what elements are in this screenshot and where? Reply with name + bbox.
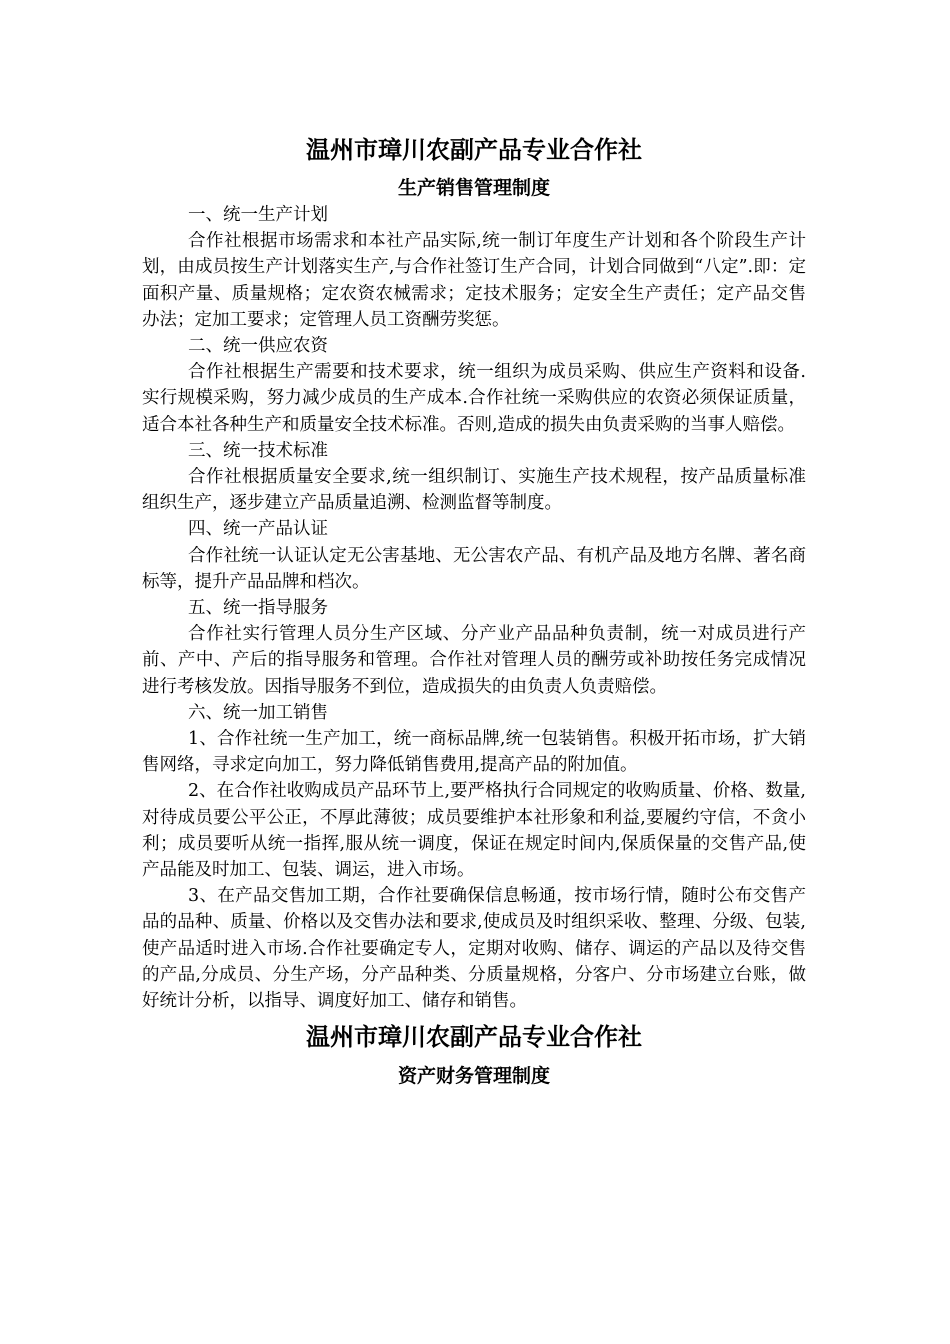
section-1 bbox=[142, 202, 806, 333]
next-document-title: 温州市璋川农副产品专业合作社 bbox=[306, 1023, 642, 1052]
document-title: 温州市璋川农副产品专业合作社 bbox=[306, 136, 642, 164]
document-subtitle: 生产销售管理制度 bbox=[397, 177, 550, 199]
next-document-subtitle: 资产财务管理制度 bbox=[397, 1065, 550, 1088]
section-paragraph: 合作社根据质量安全要求,统一组织制订、实施生产技术规程，按产品质量标准组织生产，逐步建立产品质量追溯、检测监督等制度。 bbox=[142, 467, 806, 514]
section-heading: 四、统一产品认证 bbox=[188, 519, 328, 540]
section-5 bbox=[142, 595, 806, 700]
section-paragraph: 合作社根据市场需求和本社产品实际,统一制订年度生产计划和各个阶段生产计划，由成员按生产计划落实生产,与合作社签订生产合同，计划合同做到“八定”.即：定面积产量、质量规格；定农资农械需求；定技术服务；定安全生产责任；定产品交售办法；定加工要求；定管理人员工资酬劳奖惩。 bbox=[142, 231, 806, 330]
section-heading: 二、统一供应农资 bbox=[188, 336, 328, 357]
section-heading: 五、统一指导服务 bbox=[188, 598, 328, 619]
section-paragraph: 合作社实行管理人员分生产区域、分产业产品品种负责制，统一对成员进行产前、产中、产后的指导服务和管理。合作社对管理人员的酬劳或补助按任务完成情况进行考核发放。因指导服务不到位，造成损失的由负责人负责赔偿。 bbox=[142, 624, 806, 697]
section-heading: 三、统一技术标准 bbox=[188, 440, 328, 461]
section-paragraph: 合作社根据生产需要和技术要求，统一组织为成员采购、供应生产资料和设备.实行规模采购，努力减少成员的生产成本.合作社统一采购供应的农资必须保证质量，适合本社各种生产和质量安全技术标准。否则,造成的损失由负责采购的当事人赔偿。 bbox=[142, 362, 806, 435]
section-paragraph: 2、在合作社收购成员产品环节上,要严格执行合同规定的收购质量、价格、数量,对待成员要公平公正，不厚此薄彼；成员要维护本社形象和利益,要履约守信，不贪小利；成员要听从统一指挥,服从统一调度，保证在规定时间内,保质保量的交售产品,使产品能及时加工、包装、调运，进入市场。 bbox=[142, 781, 806, 881]
section-paragraph: 3、在产品交售加工期，合作社要确保信息畅通，按市场行情，随时公布交售产品的品种、质量、价格以及交售办法和要求,使成员及时组织采收、整理、分级、包装,使产品适时进入市场.合作社要确定专人，定期对收购、储存、调运的产品以及待交售的产品,分成员、分生产场，分产品种类、分质量规格，分客户、分市场建立台账，做好统计分析，以指导、调度好加工、储存和销售。 bbox=[142, 886, 806, 1012]
section-2 bbox=[142, 333, 806, 438]
section-3 bbox=[142, 438, 806, 517]
document-body bbox=[142, 134, 806, 1090]
section-paragraph: 1、合作社统一生产加工，统一商标品牌,统一包装销售。积极开拓市场，扩大销售网络，寻求定向加工，努力降低销售费用,提高产品的附加值。 bbox=[142, 729, 806, 776]
section-paragraph: 合作社统一认证认定无公害基地、无公害农产品、有机产品及地方名牌、著名商标等，提升产品品牌和档次。 bbox=[142, 545, 806, 592]
section-heading: 一、统一生产计划 bbox=[188, 205, 328, 225]
section-4 bbox=[142, 516, 806, 595]
section-heading: 六、统一加工销售 bbox=[188, 702, 328, 723]
section-6 bbox=[142, 700, 806, 1014]
